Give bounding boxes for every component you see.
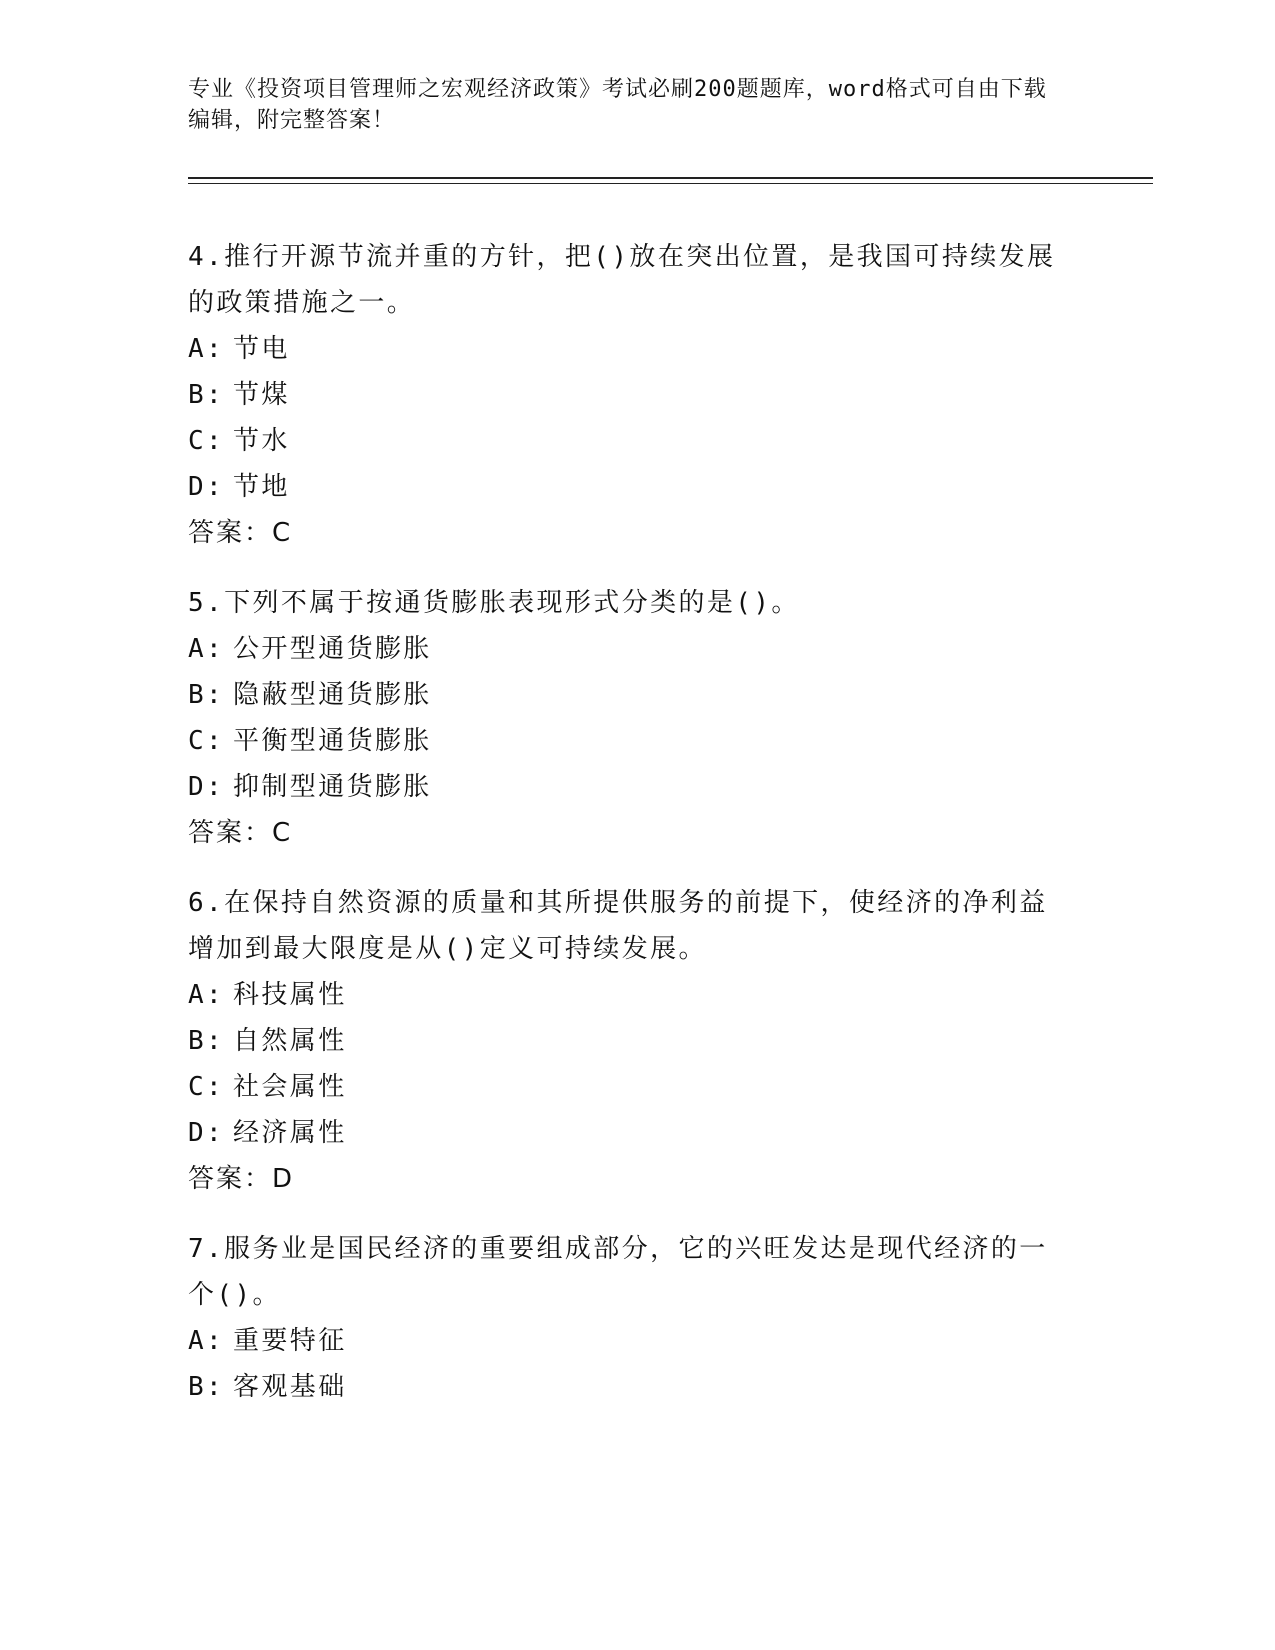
option-letter: D:: [188, 1118, 225, 1148]
option-letter: B:: [188, 380, 225, 410]
option-a: [188, 326, 1068, 372]
option-letter: C:: [188, 1072, 225, 1102]
option-c: [188, 1064, 1068, 1110]
option-text: 隐蔽型通货膨胀: [233, 680, 432, 710]
question-stem: 4.推行开源节流并重的方针，把()放在突出位置，是我国可持续发展的政策措施之一。: [188, 242, 1056, 318]
option-text: 公开型通货膨胀: [233, 634, 432, 664]
answer-line: 答案：D: [188, 1164, 295, 1194]
option-text: 社会属性: [233, 1072, 347, 1102]
option-a: [188, 1318, 1068, 1364]
question-6: [188, 880, 1068, 1202]
question-7: [188, 1226, 1068, 1410]
question-stem: 6.在保持自然资源的质量和其所提供服务的前提下，使经济的净利益增加到最大限度是从()定义可持续发展。: [188, 888, 1048, 964]
answer-line: 答案：C: [188, 518, 293, 548]
option-text: 自然属性: [233, 1026, 347, 1056]
question-list: [188, 234, 1068, 1434]
header-divider-thin: [188, 183, 1153, 184]
option-a: [188, 626, 1068, 672]
option-d: [188, 464, 1068, 510]
option-text: 节电: [233, 334, 290, 364]
option-b: [188, 372, 1068, 418]
option-text: 抑制型通货膨胀: [233, 772, 432, 802]
option-text: 重要特征: [233, 1326, 347, 1356]
option-text: 节水: [233, 426, 290, 456]
option-text: 节煤: [233, 380, 290, 410]
option-b: [188, 1364, 1068, 1410]
question-4: [188, 234, 1068, 556]
header-divider-thick: [188, 177, 1153, 179]
option-b: [188, 1018, 1068, 1064]
question-5: [188, 580, 1068, 856]
option-letter: C:: [188, 426, 225, 456]
option-letter: B:: [188, 680, 225, 710]
answer-line: 答案：C: [188, 818, 293, 848]
option-d: [188, 1110, 1068, 1156]
document-header: 专业《投资项目管理师之宏观经济政策》考试必刷200题题库，word格式可自由下载编辑，附完整答案！: [188, 77, 1047, 133]
option-letter: A:: [188, 634, 225, 664]
option-c: [188, 718, 1068, 764]
option-letter: D:: [188, 472, 225, 502]
option-letter: B:: [188, 1372, 225, 1402]
option-text: 平衡型通货膨胀: [233, 726, 432, 756]
option-text: 经济属性: [233, 1118, 347, 1148]
option-c: [188, 418, 1068, 464]
option-text: 客观基础: [233, 1372, 347, 1402]
option-b: [188, 672, 1068, 718]
option-d: [188, 764, 1068, 810]
question-stem: 7.服务业是国民经济的重要组成部分，它的兴旺发达是现代经济的一个()。: [188, 1234, 1048, 1310]
option-letter: A:: [188, 334, 225, 364]
option-letter: B:: [188, 1026, 225, 1056]
option-text: 科技属性: [233, 980, 347, 1010]
option-letter: C:: [188, 726, 225, 756]
option-a: [188, 972, 1068, 1018]
option-text: 节地: [233, 472, 290, 502]
question-stem: 5.下列不属于按通货膨胀表现形式分类的是()。: [188, 588, 800, 618]
option-letter: D:: [188, 772, 225, 802]
option-letter: A:: [188, 1326, 225, 1356]
option-letter: A:: [188, 980, 225, 1010]
